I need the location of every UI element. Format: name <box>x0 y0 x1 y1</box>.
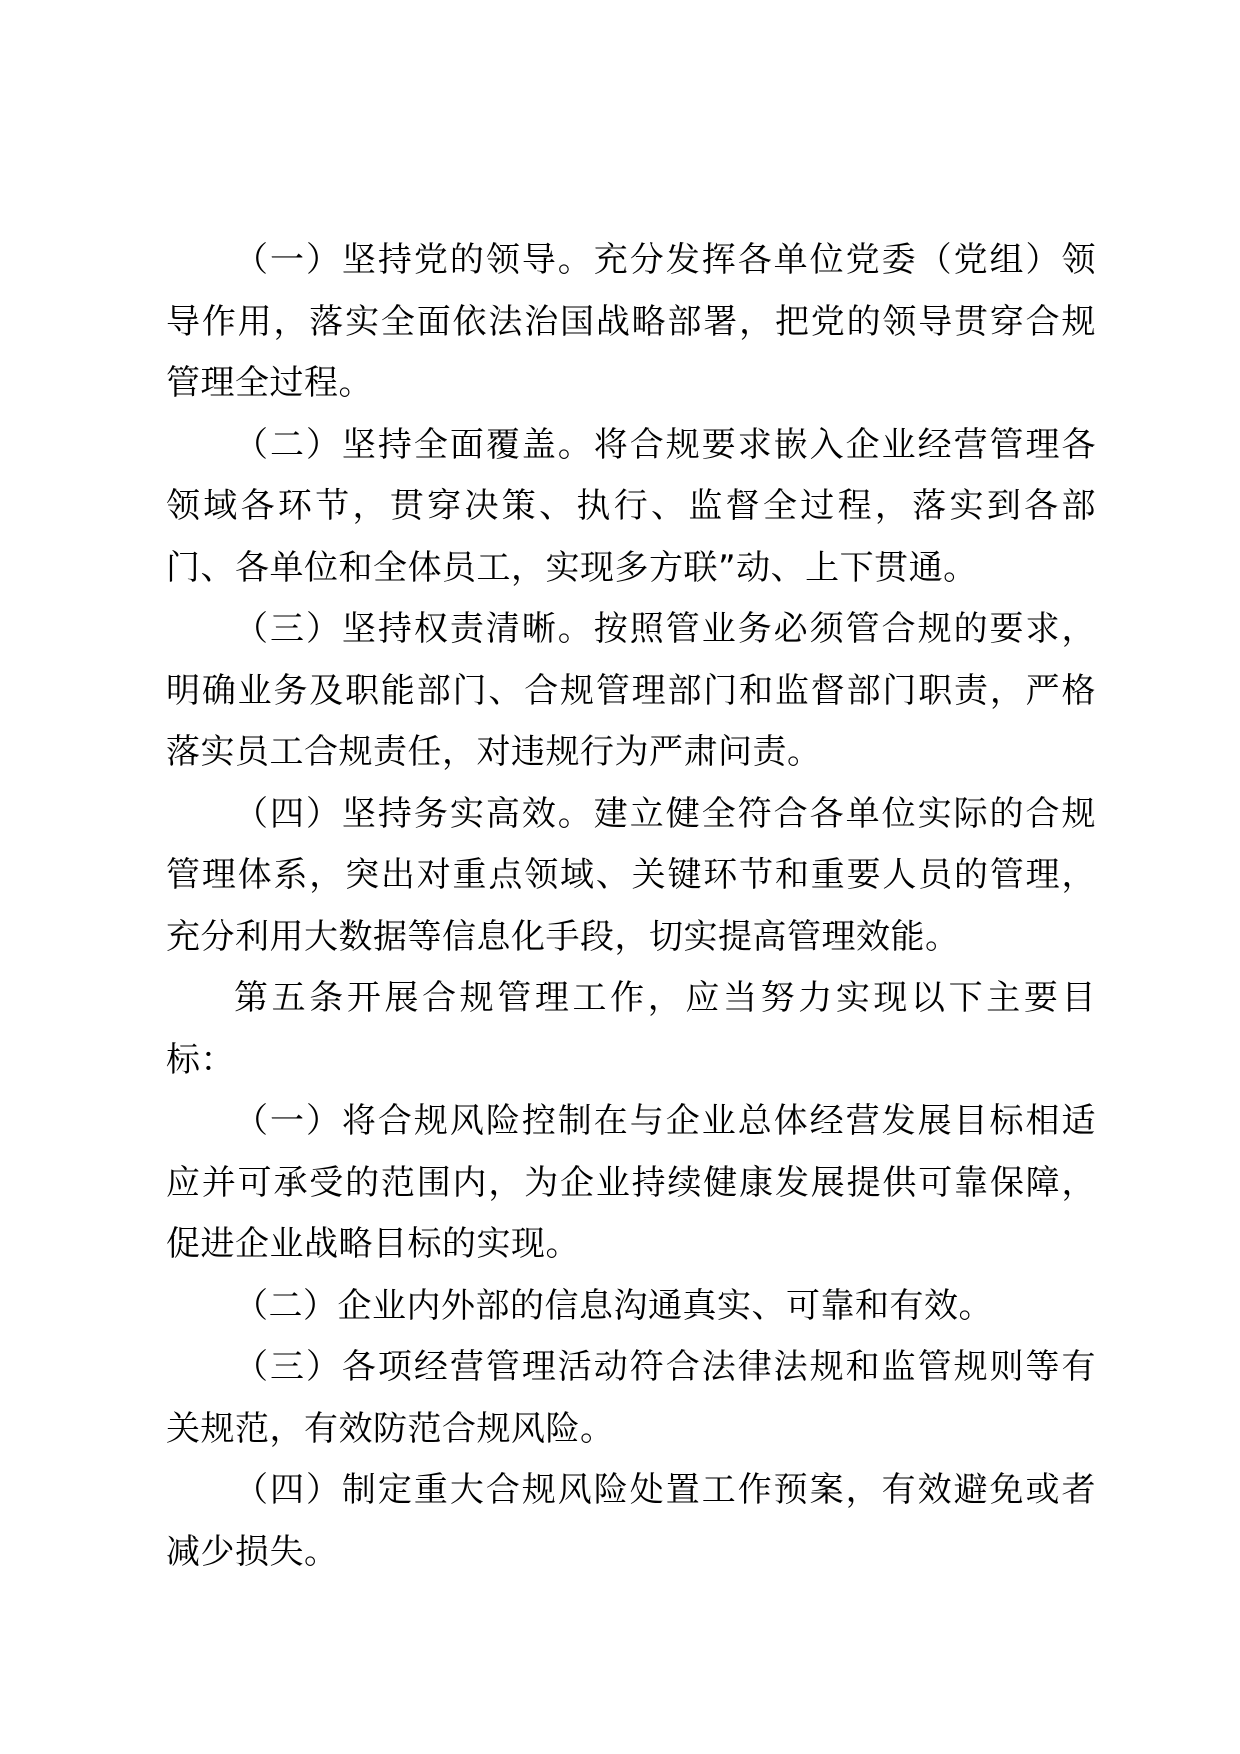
paragraph-goal-3: （三）各项经营管理活动符合法律法规和监管规则等有关规范，有效防范合规风险。 <box>166 1347 1096 1449</box>
paragraph-goal-2: （二）企业内外部的信息沟通真实、可靠和有效。 <box>234 1285 993 1326</box>
document-body <box>166 230 1096 1583</box>
paragraph-goal-4: （四）制定重大合规风险处置工作预案，有效避免或者减少损失。 <box>166 1470 1096 1572</box>
paragraph-principle-2: （二）坚持全面覆盖。将合规要求嵌入企业经营管理各领域各环节，贯穿决策、执行、监督全过程，落实到各部门、各单位和全体员工，实现多方联”动、上下贯通。 <box>166 424 1096 588</box>
paragraph-article-5: 第五条开展合规管理工作，应当努力实现以下主要目标： <box>166 978 1096 1080</box>
paragraph-principle-3: （三）坚持权责清晰。按照管业务必须管合规的要求，明确业务及职能部门、合规管理部门和监督部门职责，严格落实员工合规责任，对违规行为严肃问责。 <box>166 609 1096 772</box>
paragraph-principle-1: （一）坚持党的领导。充分发挥各单位党委（党组）领导作用，落实全面依法治国战略部署，把党的领导贯穿合规管理全过程。 <box>166 240 1096 403</box>
paragraph-principle-4: （四）坚持务实高效。建立健全符合各单位实际的合规管理体系，突出对重点领域、关键环节和重要人员的管理，充分利用大数据等信息化手段，切实提高管理效能。 <box>166 793 1096 957</box>
paragraph-goal-1: （一）将合规风险控制在与企业总体经营发展目标相适应并可承受的范围内，为企业持续健康发展提供可靠保障，促进企业战略目标的实现。 <box>166 1101 1096 1264</box>
